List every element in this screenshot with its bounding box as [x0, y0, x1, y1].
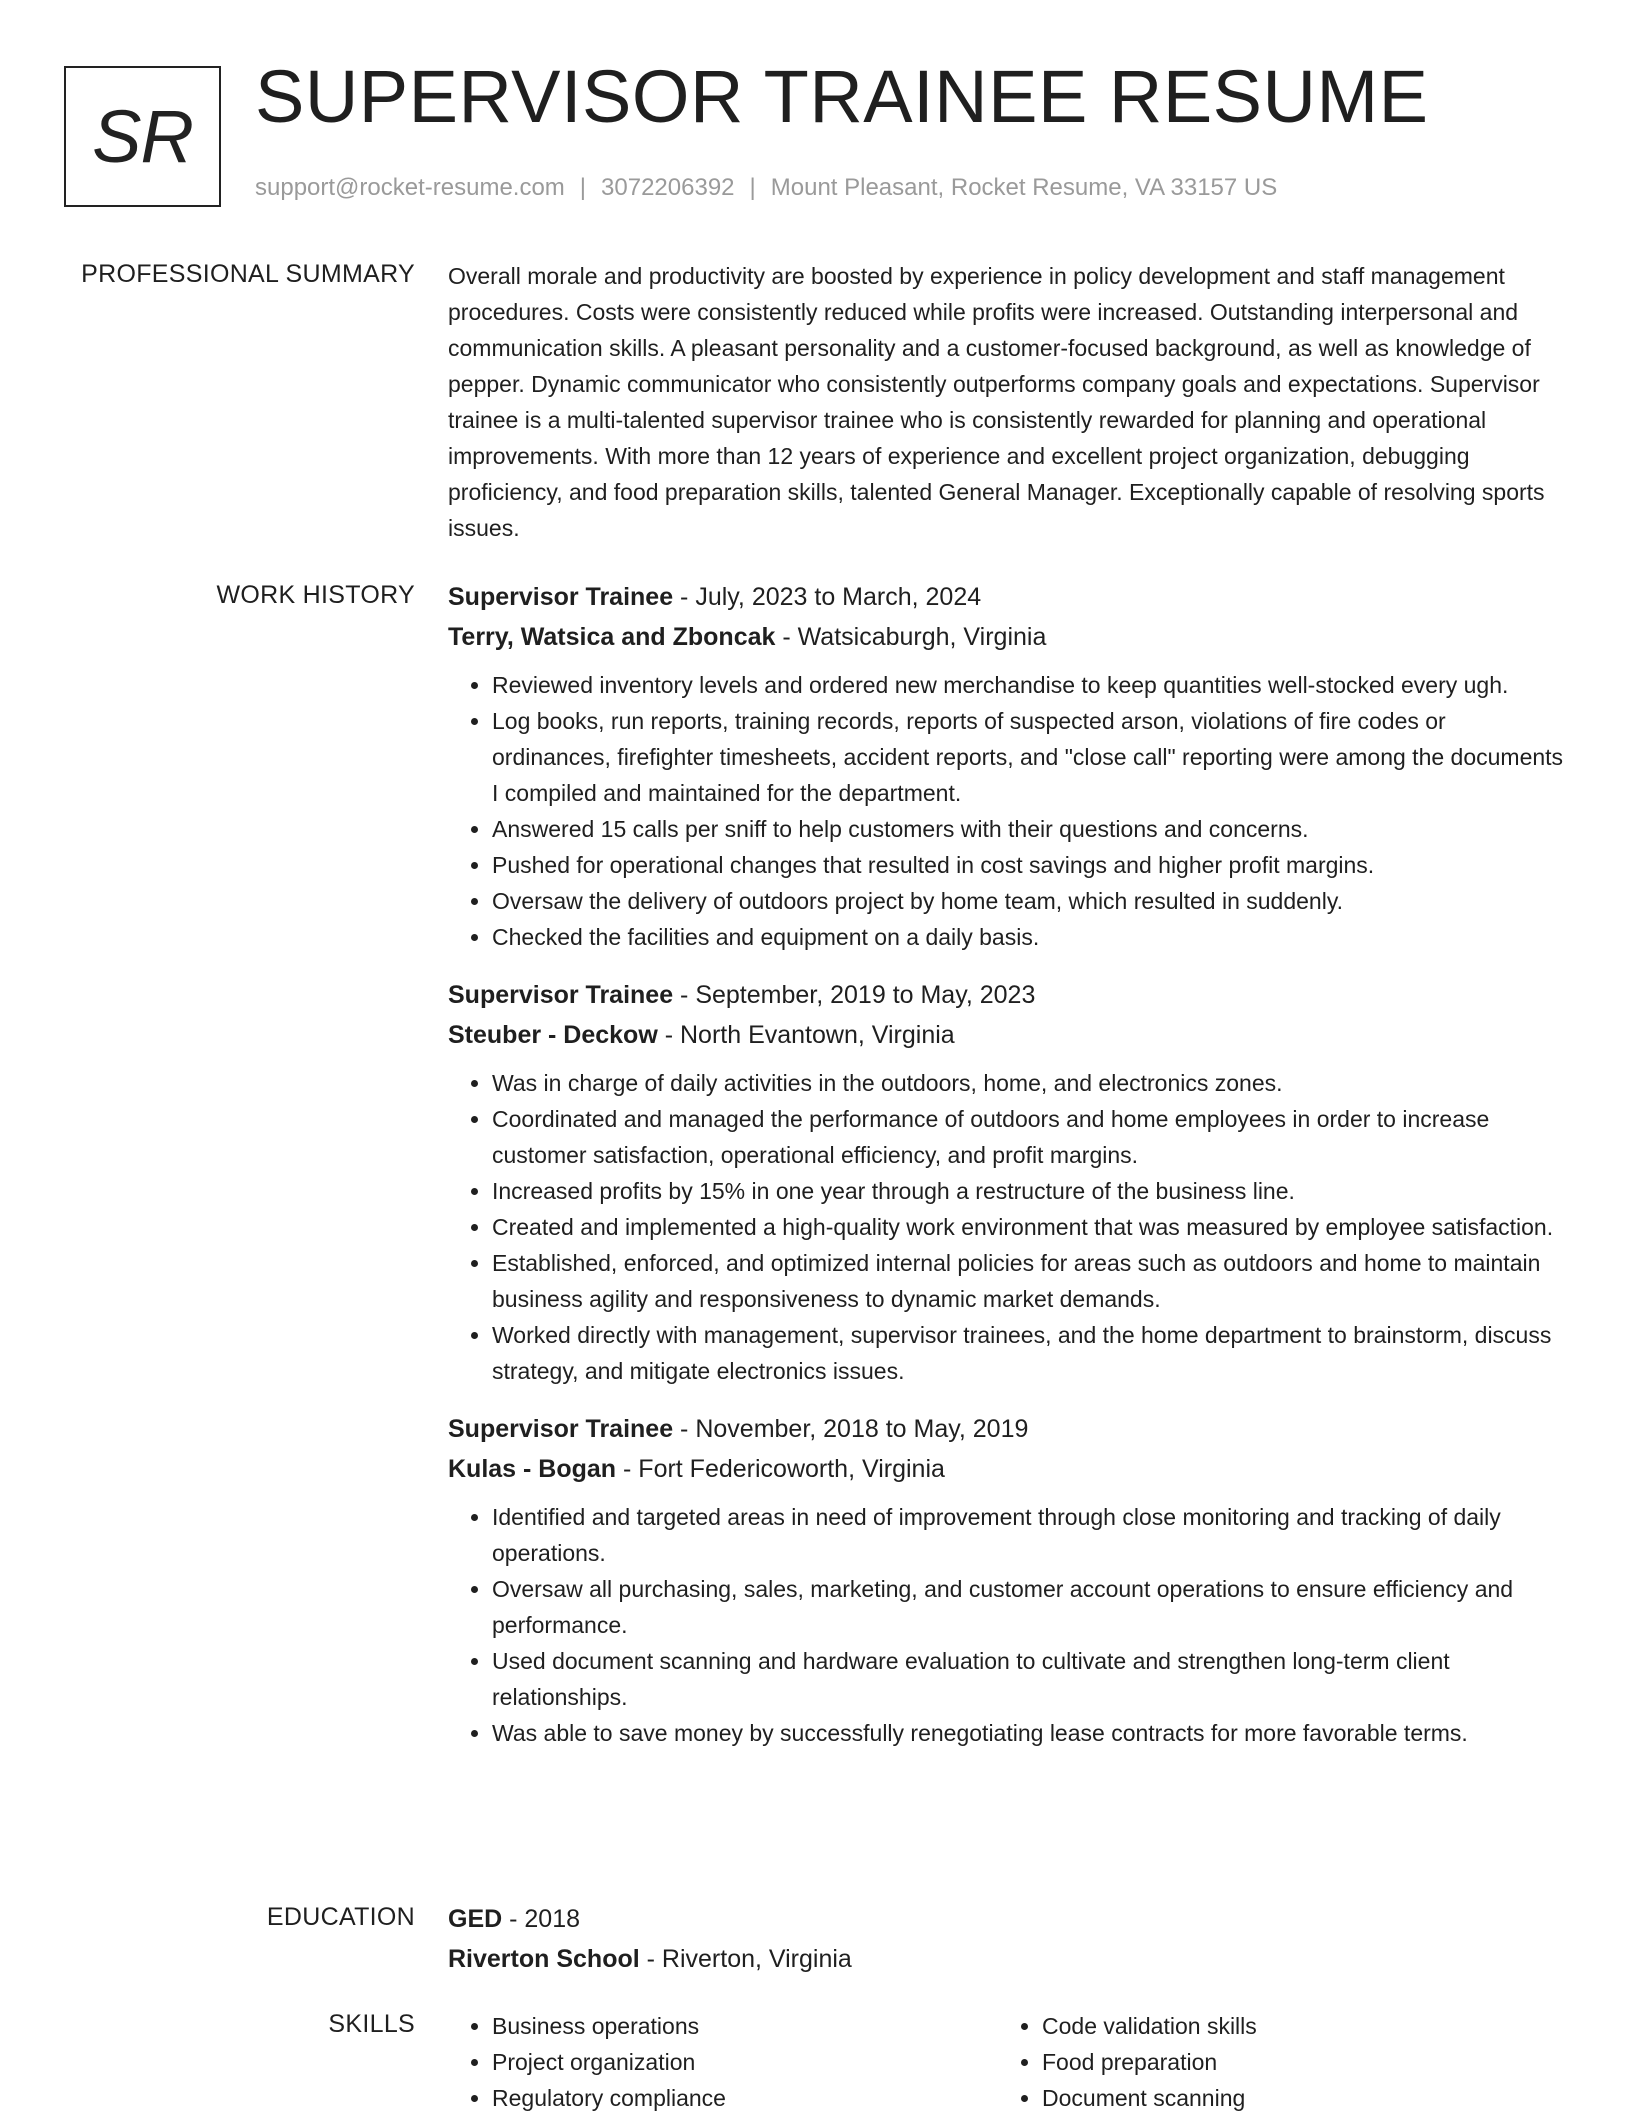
education-school: Riverton School: [448, 1945, 640, 1973]
job-entry: [448, 577, 1568, 955]
job-location: - Watsicaburgh, Virginia: [775, 623, 1047, 651]
job-company: Kulas - Bogan: [448, 1455, 617, 1483]
job-entry: [448, 1409, 1568, 1751]
job-bullet: • Increased profits by 15% in one year through a restructure of the business line.: [492, 1173, 1568, 1209]
job-bullet: • Checked the facilities and equipment on a daily basis.: [492, 919, 1568, 955]
job-bullet: • Used document scanning and hardware evaluation to cultivate and strengthen long-term client relationships.: [492, 1643, 1568, 1715]
contact-phone[interactable]: 3072206392: [601, 174, 735, 201]
job-company: Steuber - Deckow: [448, 1021, 658, 1049]
education-school-line: [448, 1939, 1568, 1979]
skill-item: • Regulatory compliance: [492, 2080, 998, 2116]
job-title: Supervisor Trainee: [448, 1415, 674, 1443]
job-bullet: • Was in charge of daily activities in the outdoors, home, and electronics zones.: [492, 1065, 1568, 1101]
job-bullet: • Identified and targeted areas in need of improvement through close monitoring and tracking of daily operations.: [492, 1499, 1568, 1571]
job-bullet: • Established, enforced, and optimized internal policies for areas such as outdoors and home to maintain business agility and responsiveness to dynamic market demands.: [492, 1245, 1568, 1317]
job-title: Supervisor Trainee: [448, 981, 674, 1009]
education-heading: EDUCATION: [266, 1903, 415, 1931]
contact-email[interactable]: support@rocket-resume.com: [255, 174, 565, 201]
contact-separator: |: [579, 174, 587, 201]
education-degree: GED: [448, 1905, 503, 1933]
job-dates: - September, 2019 to May, 2023: [673, 981, 1036, 1009]
job-dates: - July, 2023 to March, 2024: [673, 583, 982, 611]
skills-column-right: [998, 2008, 1548, 2116]
skill-item: • Business operations: [492, 2008, 998, 2044]
skills-heading: SKILLS: [328, 2010, 415, 2038]
education-year: - 2018: [502, 1905, 581, 1933]
job-bullet: • Was able to save money by successfully renegotiating lease contracts for more favorable terms.: [492, 1715, 1568, 1751]
monogram-box: [64, 66, 221, 207]
skill-item: • Project organization: [492, 2044, 998, 2080]
job-bullet: • Coordinated and managed the performance of outdoors and home employees in order to increase customer satisfaction, operational efficiency, and profit margins.: [492, 1101, 1568, 1173]
job-dates: - November, 2018 to May, 2019: [673, 1415, 1029, 1443]
job-entry: [448, 975, 1568, 1389]
skills-column-left: [448, 2008, 998, 2116]
education-degree-line: [448, 1899, 1568, 1939]
job-bullet: • Oversaw all purchasing, sales, marketing, and customer account operations to ensure efficiency and performance.: [492, 1571, 1568, 1643]
job-title: Supervisor Trainee: [448, 583, 674, 611]
job-company: Terry, Watsica and Zboncak: [448, 623, 776, 651]
job-bullet: • Answered 15 calls per sniff to help customers with their questions and concerns.: [492, 811, 1568, 847]
job-bullets: [448, 1065, 1568, 1389]
job-title-line: [448, 1409, 1568, 1449]
job-bullet: • Reviewed inventory levels and ordered new merchandise to keep quantities well-stocked every ugh.: [492, 667, 1568, 703]
skill-item: • Food preparation: [1042, 2044, 1548, 2080]
skill-item: • Document scanning: [1042, 2080, 1548, 2116]
job-bullets: [448, 1499, 1568, 1751]
job-bullets: [448, 667, 1568, 955]
monogram-initials: SR: [92, 94, 193, 178]
job-bullet: • Pushed for operational changes that resulted in cost savings and higher profit margins.: [492, 847, 1568, 883]
job-company-line: [448, 1015, 1568, 1055]
job-bullet: • Worked directly with management, supervisor trainees, and the home department to brainstorm, discuss strategy, and mitigate electronics issues.: [492, 1317, 1568, 1389]
skill-item: • Code validation skills: [1042, 2008, 1548, 2044]
job-bullet: • Created and implemented a high-quality work environment that was measured by employee satisfaction.: [492, 1209, 1568, 1245]
work-history-heading: WORK HISTORY: [216, 581, 415, 609]
job-location: - Fort Federicoworth, Virginia: [616, 1455, 945, 1483]
job-bullet: • Log books, run reports, training records, reports of suspected arson, violations of fire codes or ordinances, firefighter timesheets, accident reports, and "close call" reporting were among the documents I compiled and maintained for the department.: [492, 703, 1568, 811]
summary-heading: PROFESSIONAL SUMMARY: [81, 260, 415, 288]
contact-address: Mount Pleasant, Rocket Resume, VA 33157 US: [770, 174, 1278, 201]
job-title-line: [448, 975, 1568, 1015]
job-title-line: [448, 577, 1568, 617]
education-location: - Riverton, Virginia: [639, 1945, 852, 1973]
resume-title: SUPERVISOR TRAINEE RESUME: [255, 55, 1429, 138]
job-company-line: [448, 617, 1568, 657]
contact-line: [255, 174, 1277, 202]
job-location: - North Evantown, Virginia: [657, 1021, 955, 1049]
summary-text: Overall morale and productivity are boosted by experience in policy development and staff management procedures. Costs were consistently reduced while profits were increased. Outstanding interpersonal and communication skills. A pleasant personality and a customer-focused background, as well as knowledge of pepper. Dynamic communicator who consistently outperforms company goals and expectations. Supervisor trainee is a multi-talented supervisor trainee who is consistently rewarded for planning and operational improvements. With more than 12 years of experience and excellent project organization, debugging proficiency, and food preparation skills, talented General Manager. Exceptionally capable of resolving sports issues.: [448, 263, 1545, 541]
skills-grid: [448, 2008, 1568, 2116]
contact-separator: |: [749, 174, 756, 201]
job-company-line: [448, 1449, 1568, 1489]
job-bullet: • Oversaw the delivery of outdoors project by home team, which resulted in suddenly.: [492, 883, 1568, 919]
